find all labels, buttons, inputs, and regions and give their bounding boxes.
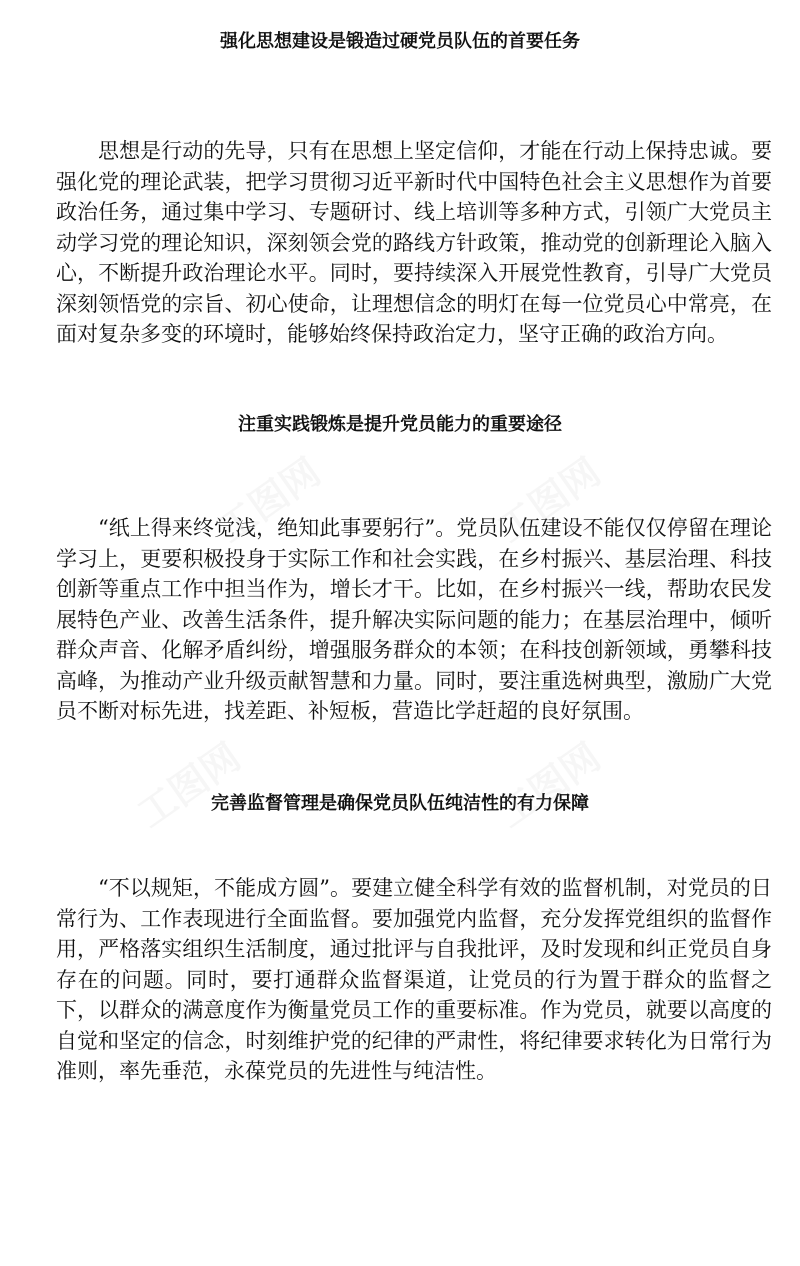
section-paragraph: “纸上得来终觉浅，绝知此事要躬行”。党员队伍建设不能仅仅停留在理论学习上，更要积极投身于实际工作和社会实践，在乡村振兴、基层治理、科技创新等重点工作中担当作为，增长才干。比如，在乡村振兴一线，帮助农民发展特色产业、改善生活条件，提升解决实际问题的能力；在基层治理中，倾听群众声音、化解矛盾纠纷，增强服务群众的本领；在科技创新领域，勇攀科技高峰，为推动产业升级贡献智慧和力量。同时，要注重选树典型，激励广大党员不断对标先进，找差距、补短板，营造比学赶超的良好氛围。 <box>56 516 772 723</box>
watermark: 工图网 <box>209 449 329 552</box>
section-title: 完善监督管理是确保党员队伍纯洁性的有力保障 <box>211 793 589 814</box>
section-paragraph: “不以规矩，不能成方圆”。要建立健全科学有效的监督机制，对党员的日常行为、工作表现进行全面监督。要加强党内监督，充分发挥党组织的监督作用，严格落实组织生活制度，通过批评与自我批评，及时发现和纠正党员自身存在的问题。同时，要打通群众监督渠道，让党员的行为置于群众的监督之下，以群众的满意度作为衡量党员工作的重要标准。作为党员，就要以高度的自觉和坚定的信念，时刻维护党的纪律的严肃性，将纪律要求转化为日常行为准则，率先垂范，永葆党员的先进性与纯洁性。 <box>56 876 772 1083</box>
watermark: 工图网 <box>489 449 609 552</box>
section-title: 注重实践锻炼是提升党员能力的重要途径 <box>238 414 562 435</box>
watermark: 工图网 <box>489 734 609 837</box>
section-paragraph: 思想是行动的先导，只有在思想上坚定信仰，才能在行动上保持忠诚。要强化党的理论武装，把学习贯彻习近平新时代中国特色社会主义思想作为首要政治任务，通过集中学习、专题研讨、线上培训等多种方式，引领广大党员主动学习党的理论知识，深刻领会党的路线方针政策，推动党的创新理论入脑入心，不断提升政治理论水平。同时，要持续深入开展党性教育，引导广大党员深刻领悟党的宗旨、初心使命，让理想信念的明灯在每一位党员心中常亮，在面对复杂多变的环境时，能够始终保持政治定力，坚守正确的政治方向。 <box>56 139 772 346</box>
section-title: 强化思想建设是锻造过硬党员队伍的首要任务 <box>220 31 580 52</box>
watermark: 工图网 <box>129 734 249 837</box>
